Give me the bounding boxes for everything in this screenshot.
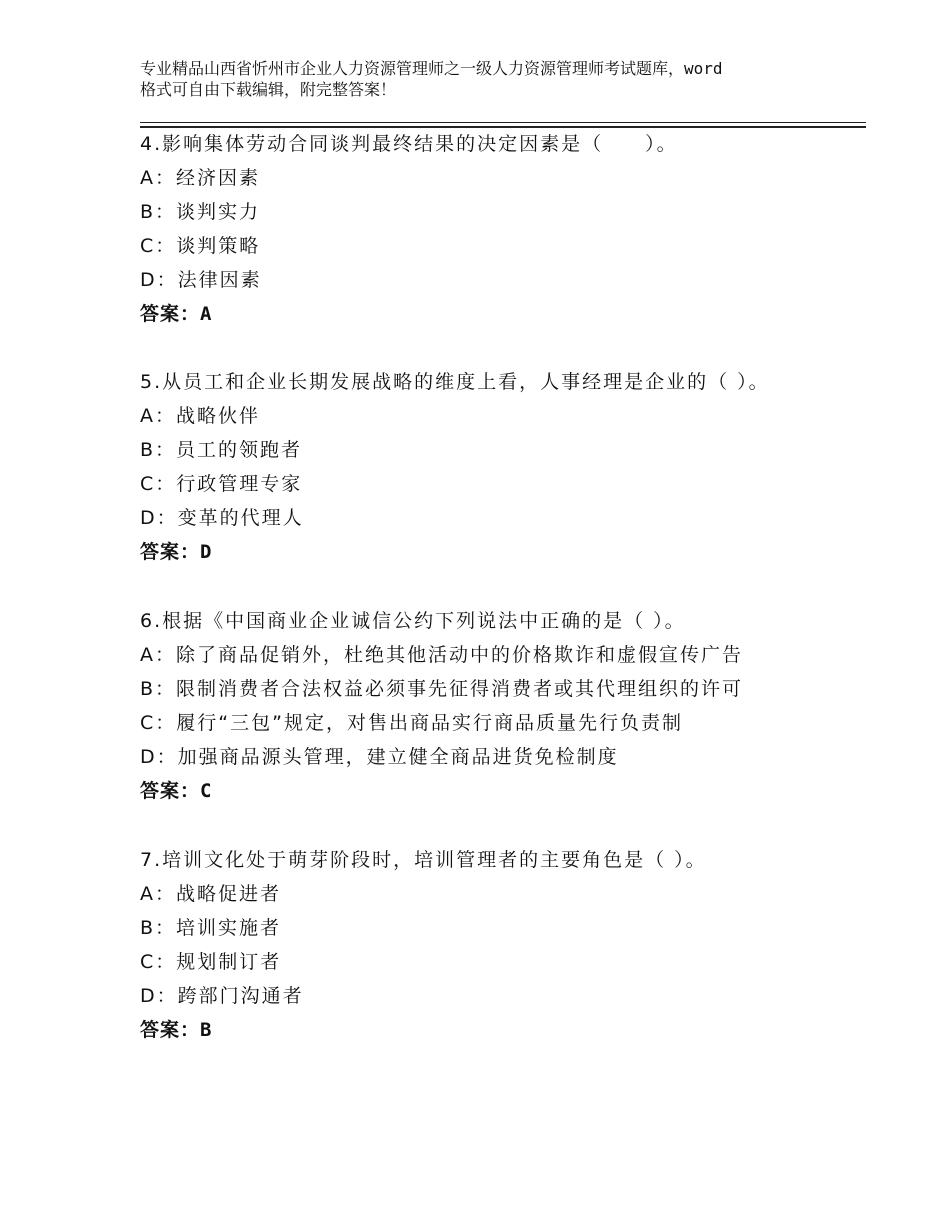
question-stem: 4.影响集体劳动合同谈判最终结果的决定因素是（ ）。 — [140, 133, 678, 155]
option-a: A：经济因素 — [140, 167, 260, 189]
question-6 — [140, 604, 860, 808]
answer-value: D — [200, 541, 213, 563]
header-divider-thin — [140, 122, 866, 123]
option-d: D：变革的代理人 — [140, 507, 304, 529]
question-stem: 6.根据《中国商业企业诚信公约下列说法中正确的是（ ）。 — [140, 610, 686, 632]
answer-label: 答案： — [140, 303, 201, 325]
question-5 — [140, 365, 860, 569]
option-d: D：加强商品源头管理，建立健全商品进货免检制度 — [140, 746, 619, 768]
option-c: C：谈判策略 — [140, 235, 261, 257]
option-b: B：谈判实力 — [140, 201, 261, 223]
option-c: C：履行“三包”规定，对售出商品实行商品质量先行负责制 — [140, 712, 683, 734]
answer-label: 答案： — [140, 541, 201, 563]
question-7 — [140, 843, 860, 1047]
document-header — [140, 58, 840, 100]
question-stem: 5.从员工和企业长期发展战略的维度上看，人事经理是企业的（ ）。 — [140, 371, 770, 393]
option-b: B：员工的领跑者 — [140, 439, 303, 461]
answer-value: C — [200, 780, 213, 802]
option-a: A：战略促进者 — [140, 883, 281, 905]
option-c: C：规划制订者 — [140, 951, 282, 973]
question-stem: 7.培训文化处于萌芽阶段时，培训管理者的主要角色是（ ）。 — [140, 849, 707, 871]
answer-line — [140, 1013, 860, 1047]
answer-label: 答案： — [140, 780, 201, 802]
answer-line — [140, 774, 860, 808]
option-c: C：行政管理专家 — [140, 473, 303, 495]
header-line-2: 格式可自由下载编辑，附完整答案！ — [140, 80, 397, 99]
header-line-1: 专业精品山西省忻州市企业人力资源管理师之一级人力资源管理师考试题库，word — [140, 59, 723, 78]
option-d: D：法律因素 — [140, 269, 262, 291]
answer-label: 答案： — [140, 1019, 201, 1041]
answer-value: A — [200, 303, 213, 325]
option-d: D：跨部门沟通者 — [140, 985, 304, 1007]
option-b: B：培训实施者 — [140, 917, 282, 939]
answer-value: B — [200, 1019, 213, 1041]
question-4 — [140, 127, 860, 331]
answer-line — [140, 297, 860, 331]
option-a: A：战略伙伴 — [140, 405, 260, 427]
answer-line — [140, 535, 860, 569]
option-b: B：限制消费者合法权益必须事先征得消费者或其代理组织的许可 — [140, 678, 744, 700]
option-a: A：除了商品促销外，杜绝其他活动中的价格欺诈和虚假宣传广告 — [140, 644, 743, 666]
